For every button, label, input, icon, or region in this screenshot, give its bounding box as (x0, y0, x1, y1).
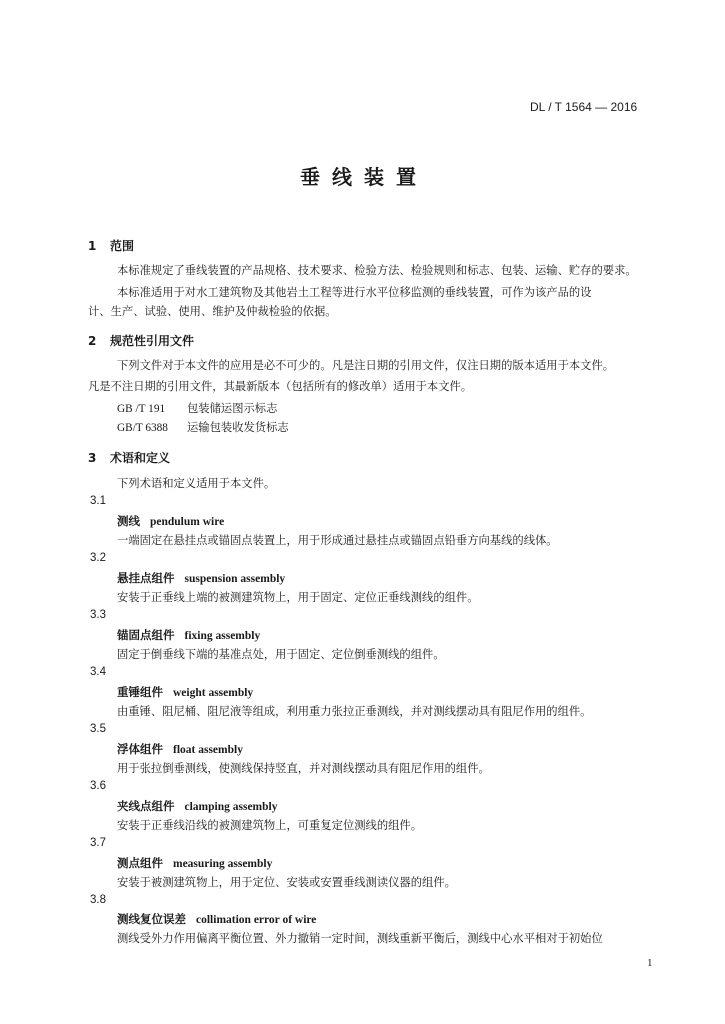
term-definition: 安装于被测建筑物上，用于定位、安装或安置垂线测读仪器的组件。 (117, 876, 456, 889)
section-1-heading (88, 237, 134, 254)
paragraph: 下列术语和定义适用于本文件。 (117, 477, 276, 490)
section-3-heading (88, 449, 170, 466)
term-zh: 锚固点组件 (117, 628, 175, 642)
clause-number: 3.6 (90, 780, 106, 792)
term-zh: 重锤组件 (117, 685, 163, 699)
reference-title: 包装储运图示标志 (187, 402, 278, 415)
term-heading (117, 513, 224, 529)
paragraph: 本标准适用于对水工建筑物及其他岩土工程等进行水平位移监测的垂线装置，可作为该产品的设 (117, 286, 592, 299)
term-zh: 夹线点组件 (117, 799, 175, 813)
term-definition: 安装于正垂线上端的被测建筑物上，用于固定、定位正垂线测线的组件。 (117, 591, 479, 604)
term-definition: 由重锤、阻尼桶、阻尼液等组成，利用重力张拉正垂测线，并对测线摆动具有阻尼作用的组件。 (117, 705, 592, 718)
term-heading (117, 570, 285, 586)
page-number: 1 (647, 957, 653, 969)
reference-code: GB /T 191 (117, 403, 166, 415)
term-en: suspension assembly (184, 573, 286, 585)
term-heading (117, 798, 277, 814)
document-title: 垂线装置 (300, 165, 428, 189)
term-heading (117, 627, 260, 643)
section-number: 2 (88, 334, 97, 348)
term-en: clamping assembly (184, 801, 278, 813)
section-title: 术语和定义 (110, 451, 171, 465)
paragraph: 下列文件对于本文件的应用是必不可少的。凡是注日期的引用文件，仅注日期的版本适用于本文件。 (117, 359, 615, 372)
term-heading (117, 741, 243, 757)
reference-title: 运输包装收发货标志 (187, 421, 289, 434)
section-2-heading (88, 332, 194, 349)
reference-item (117, 419, 289, 435)
term-en: measuring assembly (173, 858, 273, 870)
section-title: 范围 (110, 239, 135, 253)
clause-number: 3.7 (90, 837, 106, 849)
term-en: weight assembly (173, 687, 254, 699)
section-title: 规范性引用文件 (110, 334, 195, 348)
paragraph-continuation: 计、生产、试验、使用、维护及仲裁检验的依据。 (88, 305, 337, 318)
term-zh: 浮体组件 (117, 742, 163, 756)
term-en: fixing assembly (184, 630, 261, 642)
term-zh: 测线复位误差 (117, 912, 186, 926)
term-en: float assembly (173, 744, 243, 756)
paragraph: 本标准规定了垂线装置的产品规格、技术要求、检验方法、检验规则和标志、包装、运输、贮存的要求。 (117, 264, 637, 277)
term-definition: 测线受外力作用偏离平衡位置、外力撤销一定时间，测线重新平衡后，测线中心水平相对于初始位 (117, 932, 603, 945)
clause-number: 3.4 (90, 666, 106, 678)
term-heading (117, 911, 316, 927)
term-en: pendulum wire (150, 516, 225, 528)
term-definition: 用于张拉倒垂测线，使测线保持竖直，并对测线摆动具有阻尼作用的组件。 (117, 762, 490, 775)
paragraph-continuation: 凡是不注日期的引用文件，其最新版本（包括所有的修改单）适用于本文件。 (88, 380, 473, 393)
section-number: 1 (88, 239, 97, 253)
term-definition: 一端固定在悬挂点或锚固点装置上，用于形成通过悬挂点或锚固点铅垂方向基线的线体。 (117, 534, 558, 547)
term-definition: 安装于正垂线沿线的被测建筑物上，可重复定位测线的组件。 (117, 819, 423, 832)
term-heading (117, 855, 272, 871)
clause-number: 3.1 (90, 495, 106, 507)
term-zh: 测点组件 (117, 856, 163, 870)
term-heading (117, 684, 253, 700)
section-number: 3 (88, 451, 97, 465)
reference-code: GB/T 6388 (117, 422, 168, 434)
clause-number: 3.5 (90, 723, 106, 735)
term-zh: 悬挂点组件 (117, 571, 175, 585)
clause-number: 3.8 (90, 894, 106, 906)
reference-item (117, 400, 277, 416)
standard-number: DL / T 1564 — 2016 (530, 100, 638, 114)
term-definition: 固定于倒垂线下端的基准点处，用于固定、定位倒垂测线的组件。 (117, 648, 445, 661)
term-en: collimation error of wire (196, 914, 317, 926)
clause-number: 3.3 (90, 609, 106, 621)
clause-number: 3.2 (90, 552, 106, 564)
term-zh: 测线 (117, 514, 140, 528)
